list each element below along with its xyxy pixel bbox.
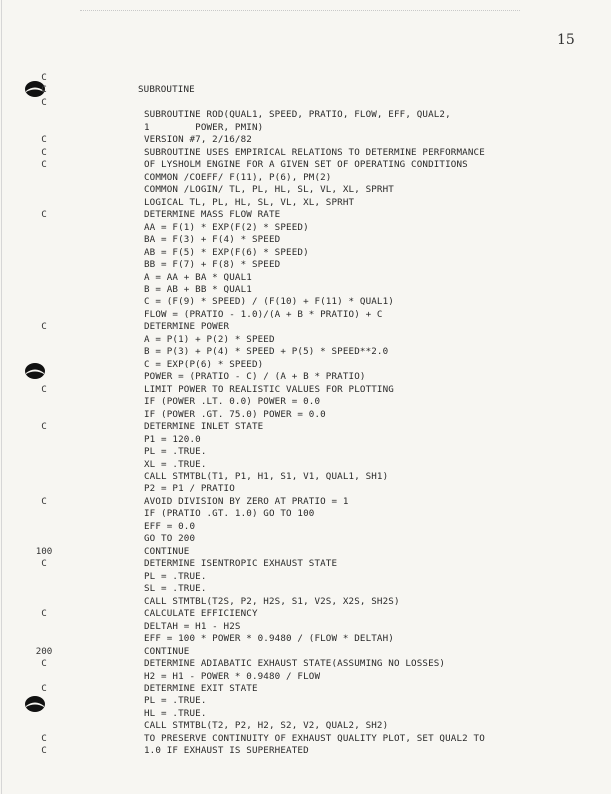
line-label bbox=[0, 708, 88, 720]
line-text: P1 = 120.0 bbox=[144, 433, 201, 445]
line-text: DETERMINE ADIABATIC EXHAUST STATE(ASSUMING NO LOSSES) bbox=[144, 658, 446, 670]
code-line bbox=[0, 421, 611, 433]
line-label: C bbox=[41, 134, 47, 146]
code-line bbox=[0, 546, 611, 558]
code-line bbox=[0, 346, 611, 358]
line-text: IF (POWER .LT. 0.0) POWER = 0.0 bbox=[144, 396, 321, 408]
code-line bbox=[0, 371, 611, 383]
line-label: C bbox=[41, 658, 47, 670]
line-text: SUBROUTINE bbox=[138, 84, 195, 96]
code-line bbox=[0, 359, 611, 371]
line-label bbox=[0, 471, 88, 483]
line-label bbox=[0, 633, 88, 645]
code-line bbox=[0, 247, 611, 259]
line-text: DELTAH = H1 - H2S bbox=[144, 620, 241, 632]
line-label bbox=[0, 695, 88, 707]
code-line bbox=[0, 321, 611, 333]
code-line bbox=[0, 409, 611, 421]
line-text: 1 POWER, PMIN) bbox=[144, 121, 264, 133]
line-label bbox=[0, 671, 88, 683]
line-label bbox=[0, 184, 88, 196]
line-text: H2 = H1 - POWER * 0.9480 / FLOW bbox=[144, 670, 321, 682]
line-label: C bbox=[41, 383, 47, 395]
line-label: C bbox=[41, 745, 47, 757]
line-text: 1.0 IF EXHAUST IS SUPERHEATED bbox=[144, 745, 309, 757]
line-label: C bbox=[41, 96, 47, 108]
code-line bbox=[0, 309, 611, 321]
code-line bbox=[0, 695, 611, 707]
line-text: CALL STMTBL(T2, P2, H2, S2, V2, QUAL2, SH2) bbox=[144, 720, 389, 732]
line-label: C bbox=[41, 682, 47, 694]
line-label bbox=[0, 346, 88, 358]
line-label bbox=[0, 409, 88, 421]
line-text: AA = F(1) * EXP(F(2) * SPEED) bbox=[144, 221, 309, 233]
line-label bbox=[0, 334, 88, 346]
code-line bbox=[0, 434, 611, 446]
line-text: DETERMINE MASS FLOW RATE bbox=[144, 209, 281, 221]
line-text: IF (PRATIO .GT. 1.0) GO TO 100 bbox=[144, 508, 315, 520]
code-line bbox=[0, 197, 611, 209]
code-line bbox=[0, 122, 611, 134]
line-label bbox=[0, 284, 88, 296]
line-text: IF (POWER .GT. 75.0) POWER = 0.0 bbox=[144, 408, 326, 420]
code-line bbox=[0, 671, 611, 683]
line-text: DETERMINE POWER bbox=[144, 321, 230, 333]
line-label bbox=[0, 272, 88, 284]
line-label bbox=[0, 533, 88, 545]
line-text bbox=[88, 97, 138, 109]
code-line bbox=[0, 284, 611, 296]
code-line bbox=[0, 209, 611, 221]
line-label: C bbox=[41, 732, 47, 744]
line-text: B = P(3) + P(4) * SPEED + P(5) * SPEED**2.0 bbox=[144, 346, 389, 358]
line-label bbox=[0, 583, 88, 595]
code-line bbox=[0, 633, 611, 645]
line-text: COMMON /COEFF/ F(11), P(6), PM(2) bbox=[144, 171, 332, 183]
line-label bbox=[0, 309, 88, 321]
line-text: POWER = (PRATIO - C) / (A + B * PRATIO) bbox=[144, 371, 366, 383]
code-line bbox=[0, 97, 611, 109]
code-line bbox=[0, 483, 611, 495]
code-line bbox=[0, 134, 611, 146]
code-line bbox=[0, 334, 611, 346]
line-label bbox=[0, 459, 88, 471]
fortran-listing bbox=[0, 72, 611, 758]
line-text: A = P(1) + P(2) * SPEED bbox=[144, 333, 275, 345]
line-text: SL = .TRUE. bbox=[144, 583, 207, 595]
line-text: BB = F(7) + F(8) * SPEED bbox=[144, 259, 281, 271]
line-text: PL = .TRUE. bbox=[144, 446, 207, 458]
line-label: C bbox=[41, 146, 47, 158]
line-text: DETERMINE INLET STATE bbox=[144, 421, 264, 433]
line-text: B = AB + BB * QUAL1 bbox=[144, 283, 252, 295]
line-text: GO TO 200 bbox=[144, 533, 196, 545]
page-number: 15 bbox=[557, 32, 575, 48]
code-line bbox=[0, 496, 611, 508]
code-line bbox=[0, 596, 611, 608]
code-line bbox=[0, 571, 611, 583]
line-label bbox=[0, 172, 88, 184]
line-text: LOGICAL TL, PL, HL, SL, VL, XL, SPRHT bbox=[144, 196, 355, 208]
line-label: C bbox=[41, 608, 47, 620]
line-text: EFF = 100 * POWER * 0.9480 / (FLOW * DELTAH) bbox=[144, 633, 394, 645]
line-text: PL = .TRUE. bbox=[144, 695, 207, 707]
code-line bbox=[0, 745, 611, 757]
top-scan-smudge bbox=[80, 10, 520, 12]
line-text: CALCULATE EFFICIENCY bbox=[144, 608, 258, 620]
line-label: C bbox=[41, 72, 47, 83]
line-text: AVOID DIVISION BY ZERO AT PRATIO = 1 bbox=[144, 495, 349, 507]
line-label bbox=[0, 508, 88, 520]
code-line bbox=[0, 533, 611, 545]
code-line bbox=[0, 508, 611, 520]
line-text: CONTINUE bbox=[144, 645, 190, 657]
code-line bbox=[0, 708, 611, 720]
line-label bbox=[0, 259, 88, 271]
line-text: P2 = P1 / PRATIO bbox=[144, 483, 235, 495]
code-line bbox=[0, 84, 611, 96]
line-label bbox=[0, 596, 88, 608]
line-text: AB = F(5) * EXP(F(6) * SPEED) bbox=[144, 246, 309, 258]
line-text: VERSION #7, 2/16/82 bbox=[144, 134, 252, 146]
code-line bbox=[0, 396, 611, 408]
code-line bbox=[0, 259, 611, 271]
line-label: 100 bbox=[35, 545, 53, 557]
line-label bbox=[0, 359, 88, 371]
code-line bbox=[0, 733, 611, 745]
line-label: C bbox=[41, 421, 47, 433]
code-line bbox=[0, 521, 611, 533]
line-text: CALL STMTBL(T1, P1, H1, S1, V1, QUAL1, SH1) bbox=[144, 471, 389, 482]
code-line bbox=[0, 646, 611, 658]
line-text: LIMIT POWER TO REALISTIC VALUES FOR PLOTTING bbox=[144, 383, 394, 395]
line-label bbox=[0, 247, 88, 259]
line-label bbox=[0, 521, 88, 533]
line-text: HL = .TRUE. bbox=[144, 707, 207, 719]
line-label: C bbox=[41, 209, 47, 221]
line-label: C bbox=[41, 495, 47, 507]
line-label: C bbox=[41, 84, 47, 96]
code-line bbox=[0, 109, 611, 121]
line-text: C = EXP(P(6) * SPEED) bbox=[144, 358, 264, 370]
line-text: DETERMINE ISENTROPIC EXHAUST STATE bbox=[144, 558, 338, 570]
line-label bbox=[0, 571, 88, 583]
line-text bbox=[88, 72, 138, 84]
line-label: C bbox=[41, 558, 47, 570]
line-label: C bbox=[41, 321, 47, 333]
code-line bbox=[0, 583, 611, 595]
line-text: BA = F(3) + F(4) * SPEED bbox=[144, 234, 281, 246]
line-label bbox=[0, 296, 88, 308]
line-label: 200 bbox=[35, 645, 53, 657]
code-line bbox=[0, 459, 611, 471]
code-line bbox=[0, 720, 611, 732]
code-line bbox=[0, 471, 611, 483]
line-text: C = (F(9) * SPEED) / (F(10) + F(11) * QUAL1) bbox=[144, 296, 394, 308]
code-line bbox=[0, 608, 611, 620]
code-line bbox=[0, 558, 611, 570]
code-line bbox=[0, 172, 611, 184]
line-text: CALL STMTBL(T2S, P2, H2S, S1, V2S, X2S, SH2S) bbox=[144, 595, 400, 607]
line-label bbox=[0, 222, 88, 234]
code-line bbox=[0, 147, 611, 159]
line-label bbox=[0, 720, 88, 732]
line-label bbox=[0, 621, 88, 633]
line-text: SUBROUTINE USES EMPIRICAL RELATIONS TO DETERMINE PERFORMANCE bbox=[144, 146, 485, 158]
line-label bbox=[0, 197, 88, 209]
line-text: CONTINUE bbox=[144, 545, 190, 557]
line-text: PL = .TRUE. bbox=[144, 570, 207, 582]
line-text: DETERMINE EXIT STATE bbox=[144, 682, 258, 694]
code-line bbox=[0, 159, 611, 171]
line-label bbox=[0, 396, 88, 408]
line-label bbox=[0, 109, 88, 121]
line-label bbox=[0, 234, 88, 246]
line-label bbox=[0, 122, 88, 134]
code-line bbox=[0, 683, 611, 695]
line-label bbox=[0, 446, 88, 458]
code-line bbox=[0, 272, 611, 284]
line-text: EFF = 0.0 bbox=[144, 520, 196, 532]
code-line bbox=[0, 296, 611, 308]
line-text: FLOW = (PRATIO - 1.0)/(A + B * PRATIO) + C bbox=[144, 308, 383, 320]
code-line bbox=[0, 446, 611, 458]
code-line bbox=[0, 234, 611, 246]
code-line bbox=[0, 658, 611, 670]
line-label: C bbox=[41, 159, 47, 171]
code-line bbox=[0, 621, 611, 633]
line-text: XL = .TRUE. bbox=[144, 458, 207, 470]
code-line bbox=[0, 184, 611, 196]
line-text: COMMON /LOGIN/ TL, PL, HL, SL, VL, XL, SPRHT bbox=[144, 184, 394, 196]
line-text: TO PRESERVE CONTINUITY OF EXHAUST QUALITY PLOT, SET QUAL2 TO bbox=[144, 732, 485, 744]
code-line bbox=[0, 384, 611, 396]
line-text: OF LYSHOLM ENGINE FOR A GIVEN SET OF OPERATING CONDITIONS bbox=[144, 159, 468, 171]
line-text: A = AA + BA * QUAL1 bbox=[144, 271, 252, 283]
line-text: SUBROUTINE ROD(QUAL1, SPEED, PRATIO, FLOW, EFF, QUAL2, bbox=[144, 109, 451, 121]
line-label bbox=[0, 434, 88, 446]
code-line bbox=[0, 72, 611, 84]
code-line bbox=[0, 222, 611, 234]
line-label bbox=[0, 483, 88, 495]
line-label bbox=[0, 371, 88, 383]
